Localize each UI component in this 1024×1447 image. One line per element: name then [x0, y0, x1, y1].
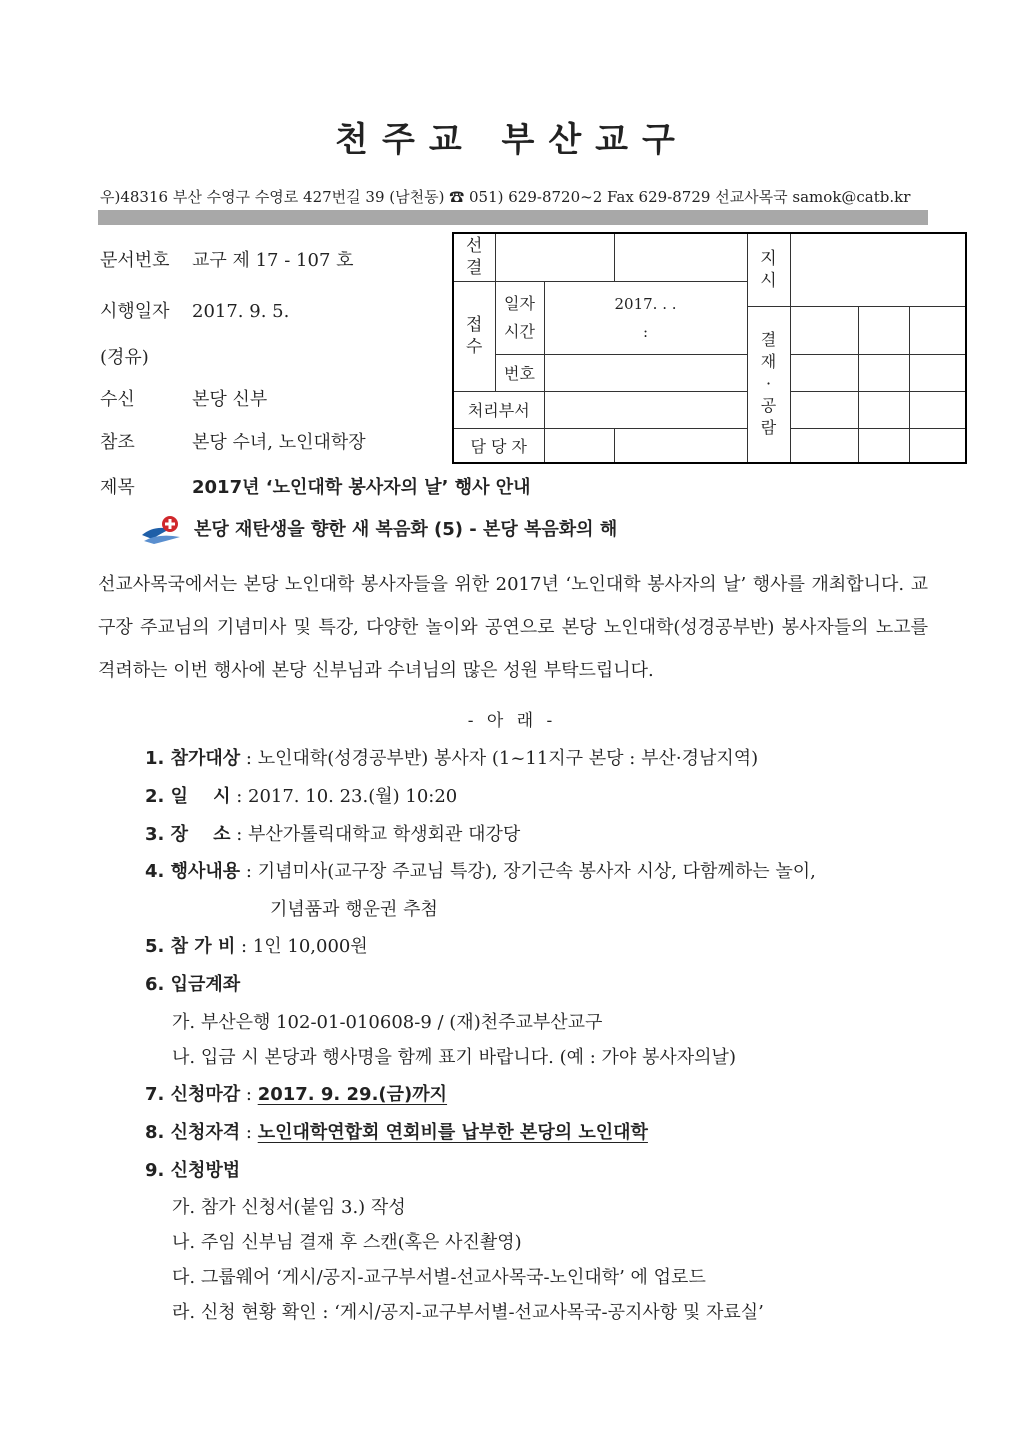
item-4-label: 4. 행사내용 — [145, 861, 241, 882]
item-4-value: : 기념미사(교구장 주교님 특강), 장기근속 봉사자 시상, 다함께하는 놀이, — [240, 861, 816, 882]
item-6-a: 가. 부산은행 102-01-010608-9 / (재)천주교부산교구 — [172, 1012, 603, 1033]
recipient-row — [100, 385, 267, 411]
item-8 — [145, 1118, 648, 1144]
item-7-label: 7. 신청마감 — [145, 1084, 241, 1105]
body-paragraph: 선교사목국에서는 본당 노인대학 봉사자들을 위한 2017년 ‘노인대학 봉사자의 날’ 행사를 개최합니다. 교구장 주교님의 기념미사 및 특강, 다양한 놀이와 공연으로 본당 노인대학(성경공부반) 봉사자들의 노고를 격려하는 이번 행사에 본당 신부님과 수녀님의 많은 성원 부탁드립니다. — [98, 574, 928, 681]
details-heading: - 아 래 - — [467, 711, 557, 731]
item-9-c: 다. 그룹웨어 ‘게시/공지-교구부서별-선교사목국-노인대학’ 에 업로드 — [172, 1267, 706, 1288]
dept-cell[interactable] — [544, 391, 747, 428]
receipt-number-cell[interactable] — [544, 354, 747, 391]
approval-cell-4[interactable] — [790, 354, 858, 391]
jeopsu-label: 접 수 — [453, 281, 495, 391]
approval-table — [452, 232, 967, 464]
item-6 — [145, 970, 240, 996]
person-label: 담 당 자 — [453, 428, 544, 463]
item-7-value: 2017. 9. 29.(금)까지 — [257, 1084, 448, 1105]
date-label: 시행일자 — [100, 301, 170, 322]
item-1-label: 1. 참가대상 — [145, 748, 241, 769]
reference-label: 참조 — [100, 432, 135, 453]
receipt-date-label: 일자 — [504, 293, 535, 313]
date-time-label — [495, 281, 544, 354]
approval-cell-10[interactable] — [790, 428, 858, 463]
item-1 — [145, 744, 758, 770]
reference-value: 본당 수녀, 노인대학장 — [192, 432, 366, 453]
org-address: 우)48316 부산 수영구 수영로 427번길 39 (남천동) ☎ 051) 629-8720~2 Fax 629-8729 선교사목국 samok@catb.kr — [100, 188, 911, 206]
item-5-value: : 1인 10,000원 — [235, 936, 368, 957]
approval-cell-7[interactable] — [790, 391, 858, 428]
approval-cell-2[interactable] — [858, 306, 909, 354]
item-2 — [145, 782, 457, 808]
item-8-label: 8. 신청자격 — [145, 1122, 241, 1143]
diocese-logo-icon — [140, 515, 186, 545]
item-5 — [145, 932, 368, 958]
item-3-value: : 부산가톨릭대학교 학생회관 대강당 — [230, 824, 521, 845]
reference-row — [100, 428, 366, 454]
recipient-label: 수신 — [100, 389, 135, 410]
slogan-banner — [140, 515, 617, 545]
receipt-date-value: 2017. . . — [614, 294, 677, 313]
approval-cell-6[interactable] — [909, 354, 966, 391]
approval-review-label: 결 재 · 공 람 — [747, 306, 790, 463]
approval-cell-5[interactable] — [858, 354, 909, 391]
receipt-number-label: 번호 — [495, 354, 544, 391]
doc-number-value: 교구 제 17 - 107 호 — [192, 250, 354, 271]
person-cell-1[interactable] — [544, 428, 614, 463]
approval-cell-11[interactable] — [858, 428, 909, 463]
approval-cell-8[interactable] — [858, 391, 909, 428]
item-2-value: : 2017. 10. 23.(월) 10:20 — [230, 786, 458, 807]
receipt-time-label: 시간 — [504, 321, 535, 341]
date-row — [100, 297, 289, 323]
org-title: 천주교 부산교구 — [335, 120, 689, 160]
header-divider — [98, 210, 928, 225]
item-9-a: 가. 참가 신청서(붙임 3.) 작성 — [172, 1197, 406, 1218]
item-8-separator: : — [240, 1122, 258, 1143]
approval-cell-3[interactable] — [909, 306, 966, 354]
item-7 — [145, 1080, 447, 1106]
item-9 — [145, 1156, 240, 1182]
item-4-continued: 기념품과 행운권 추첨 — [270, 899, 438, 920]
item-3-label: 3. 장 소 — [145, 824, 231, 845]
item-6-b: 나. 입금 시 본당과 행사명을 함께 표기 바랍니다. (예 : 가야 봉사자의날) — [172, 1047, 736, 1068]
item-4 — [145, 857, 816, 883]
item-7-separator: : — [240, 1084, 258, 1105]
item-9-d: 라. 신청 현황 확인 : ‘게시/공지-교구부서별-선교사목국-공지사항 및 자료실’ — [172, 1302, 764, 1323]
via-label: (경유) — [100, 347, 149, 368]
instruction-cell[interactable] — [790, 233, 966, 306]
date-value: 2017. 9. 5. — [192, 301, 290, 322]
subject-label: 제목 — [100, 477, 135, 498]
item-2-label: 2. 일 시 — [145, 786, 231, 807]
item-3 — [145, 820, 520, 846]
slogan-text: 본당 재탄생을 향한 새 복음화 (5) - 본당 복음화의 해 — [194, 519, 618, 540]
recipient-value: 본당 신부 — [192, 389, 268, 410]
doc-number-row — [100, 246, 354, 272]
approval-cell-12[interactable] — [909, 428, 966, 463]
seongyeol-cell[interactable] — [495, 233, 614, 281]
instruction-label: 지 시 — [747, 233, 790, 306]
date-time-value-cell[interactable] — [544, 281, 747, 354]
dept-label: 처리부서 — [453, 391, 544, 428]
subject-value: 2017년 ‘노인대학 봉사자의 날’ 행사 안내 — [192, 477, 531, 498]
person-cell-2[interactable] — [614, 428, 747, 463]
approval-cell-9[interactable] — [909, 391, 966, 428]
approval-cell-1[interactable] — [790, 306, 858, 354]
subject-row — [100, 473, 531, 499]
item-9-b: 나. 주임 신부님 결재 후 스캔(혹은 사진촬영) — [172, 1232, 522, 1253]
item-9-label: 9. 신청방법 — [145, 1160, 241, 1181]
item-5-label: 5. 참 가 비 — [145, 936, 236, 957]
receipt-time-value: : — [642, 322, 649, 341]
item-6-label: 6. 입금계좌 — [145, 974, 241, 995]
seongyeol-label: 선 결 — [453, 233, 495, 281]
seongyeol-cell-2[interactable] — [614, 233, 747, 281]
item-1-value: : 노인대학(성경공부반) 봉사자 (1~11지구 본당 : 부산·경남지역) — [240, 748, 759, 769]
doc-number-label: 문서번호 — [100, 250, 170, 271]
item-8-value: 노인대학연합회 연회비를 납부한 본당의 노인대학 — [257, 1122, 648, 1143]
